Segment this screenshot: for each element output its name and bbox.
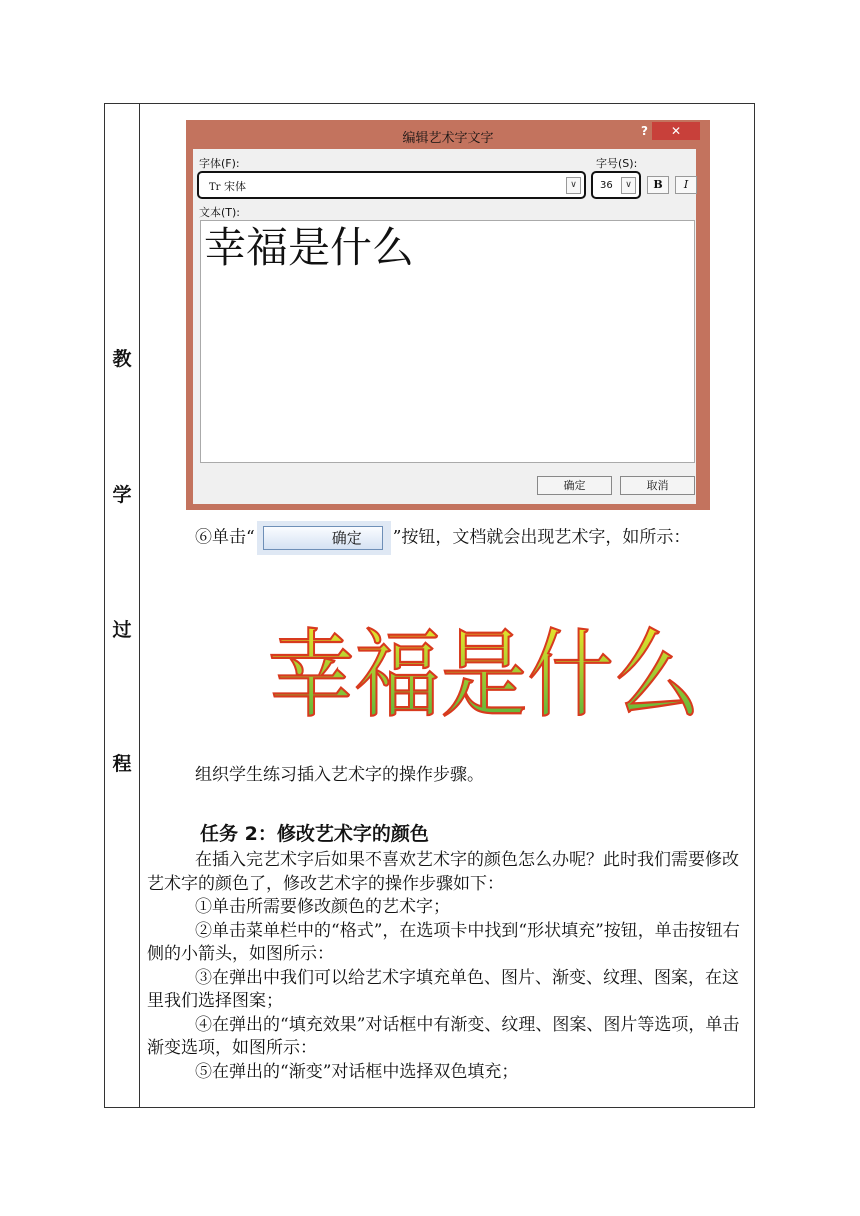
wordart-text-input[interactable] bbox=[200, 220, 695, 463]
size-value: 36 bbox=[600, 180, 613, 191]
edit-wordart-dialog bbox=[186, 120, 710, 510]
font-value-text: 宋体 bbox=[223, 180, 246, 193]
task2-step: ③在弹出中我们可以给艺术字填充单色、图片、渐变、纹理、图案，在这里我们选择图案； bbox=[147, 967, 739, 1011]
step6-text-after: ”按钮，文档就会出现艺术字，如所示： bbox=[392, 527, 691, 548]
chevron-down-icon[interactable]: ∨ bbox=[566, 177, 581, 194]
size-label: 字号(S): bbox=[596, 157, 638, 170]
chevron-down-icon[interactable]: ∨ bbox=[621, 177, 636, 194]
side-label-char: 过 bbox=[112, 619, 132, 641]
task2-step: ⑤在弹出的“渐变”对话框中选择双色填充； bbox=[195, 1061, 519, 1082]
side-label-char: 程 bbox=[112, 753, 132, 775]
wordart-sample bbox=[260, 596, 710, 731]
ok-button-image bbox=[257, 521, 391, 555]
cancel-button[interactable]: 取消 bbox=[620, 476, 695, 495]
truetype-icon: Tr bbox=[209, 182, 221, 193]
practice-paragraph: 组织学生练习插入艺术字的操作步骤。 bbox=[195, 765, 484, 785]
font-label: 字体(F): bbox=[199, 157, 240, 170]
font-select-value bbox=[209, 178, 246, 194]
dialog-body bbox=[193, 149, 696, 504]
task2-step: ④在弹出的“填充效果”对话框中有渐变、纹理、图案、图片等选项，单击渐变选项，如图所示： bbox=[147, 1014, 740, 1058]
step6-text-before: ⑥单击“ bbox=[195, 527, 255, 548]
wordart-text-value: 幸福是什么 bbox=[204, 223, 415, 272]
italic-button[interactable]: I bbox=[675, 176, 697, 194]
ok-button-image-label: 确定 bbox=[263, 526, 383, 550]
task2-intro: 在插入完艺术字后如果不喜欢艺术字的颜色怎么办呢？此时我们需要修改艺术字的颜色了，修改艺术字的操作步骤如下： bbox=[147, 850, 739, 894]
dialog-title: 编辑艺术字文字 bbox=[402, 131, 494, 146]
task2-step: ①单击所需要修改颜色的艺术字； bbox=[195, 897, 450, 917]
task2-heading: 任务 2：修改艺术字的颜色 bbox=[200, 823, 429, 845]
close-icon[interactable]: ✕ bbox=[652, 122, 700, 140]
task2-step: ②单击菜单栏中的“格式”，在选项卡中找到“形状填充”按钮，单击按钮右侧的小箭头，如图所示： bbox=[147, 920, 740, 964]
side-label-char: 教 bbox=[112, 348, 132, 370]
size-select[interactable] bbox=[591, 171, 641, 199]
bold-button[interactable]: B bbox=[647, 176, 669, 194]
wordart-sample-text: 幸福是什么 bbox=[268, 619, 700, 731]
font-select[interactable] bbox=[197, 171, 586, 199]
ok-button[interactable]: 确定 bbox=[537, 476, 612, 495]
help-icon[interactable]: ? bbox=[641, 124, 648, 138]
side-label-char: 学 bbox=[112, 484, 132, 506]
column-divider bbox=[139, 104, 140, 1107]
task2-body bbox=[147, 849, 749, 1084]
step6-paragraph bbox=[147, 521, 749, 555]
text-label: 文本(T): bbox=[199, 206, 241, 219]
